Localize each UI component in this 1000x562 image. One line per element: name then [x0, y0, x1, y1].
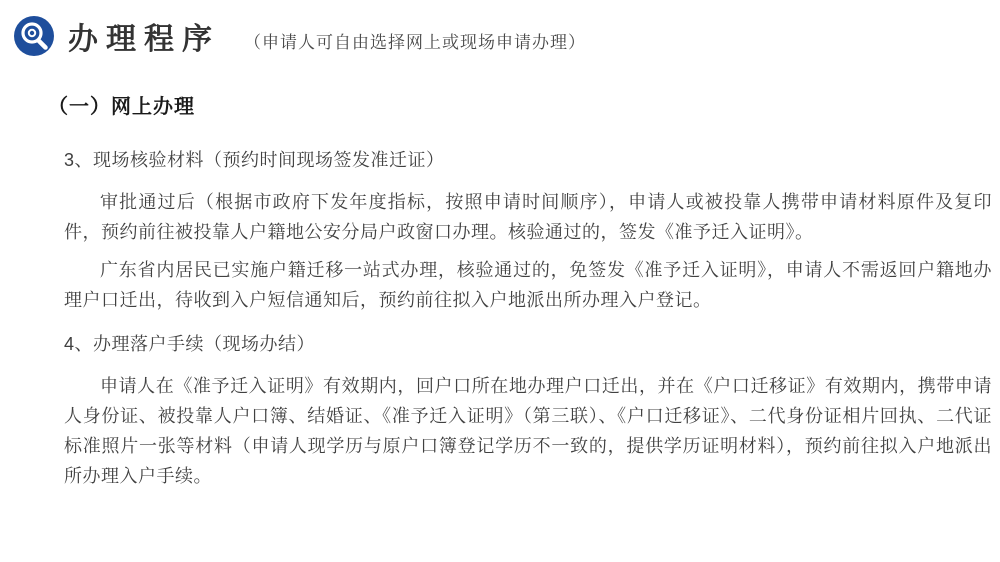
- step-4-heading: 4、办理落户手续（现场办结）: [64, 334, 316, 354]
- step-3-heading: 3、现场核验材料（预约时间现场签发准迁证）: [64, 150, 445, 170]
- header-note: （申请人可自由选择网上或现场申请办理）: [244, 32, 586, 52]
- step-3-paragraph-1: 审批通过后（根据市政府下发年度指标，按照申请时间顺序），申请人或被投靠人携带申请材料原件及复印件，预约前往被投靠人户籍地公安分局户政窗口办理。核验通过的，签发《准予迁入证明》。: [64, 192, 992, 242]
- page-header: [0, 0, 1000, 58]
- target-magnifier-icon: [14, 16, 54, 56]
- step-3-block: [64, 145, 992, 315]
- step-3-paragraph-2: 广东省内居民已实施户籍迁移一站式办理，核验通过的，免签发《准予迁入证明》，申请人不需返回户籍地办理户口迁出，待收到入户短信通知后，预约前往拟入户地派出所办理入户登记。: [64, 260, 992, 310]
- content-area: [64, 145, 992, 491]
- step-4-paragraph-1: 申请人在《准予迁入证明》有效期内，回户口所在地办理户口迁出，并在《户口迁移证》有效期内，携带申请人身份证、被投靠人户口簿、结婚证、《准予迁入证明》（第三联）、《户口迁移证》、二代身份证相片回执、二代证标准照片一张等材料（申请人现学历与原户口簿登记学历不一致的，提供学历证明材料），预约前往拟入户地派出所办理入户手续。: [64, 376, 992, 486]
- step-4-block: [64, 329, 992, 491]
- page-title: 办理程序: [68, 23, 220, 56]
- section-title: （一）网上办理: [48, 96, 195, 118]
